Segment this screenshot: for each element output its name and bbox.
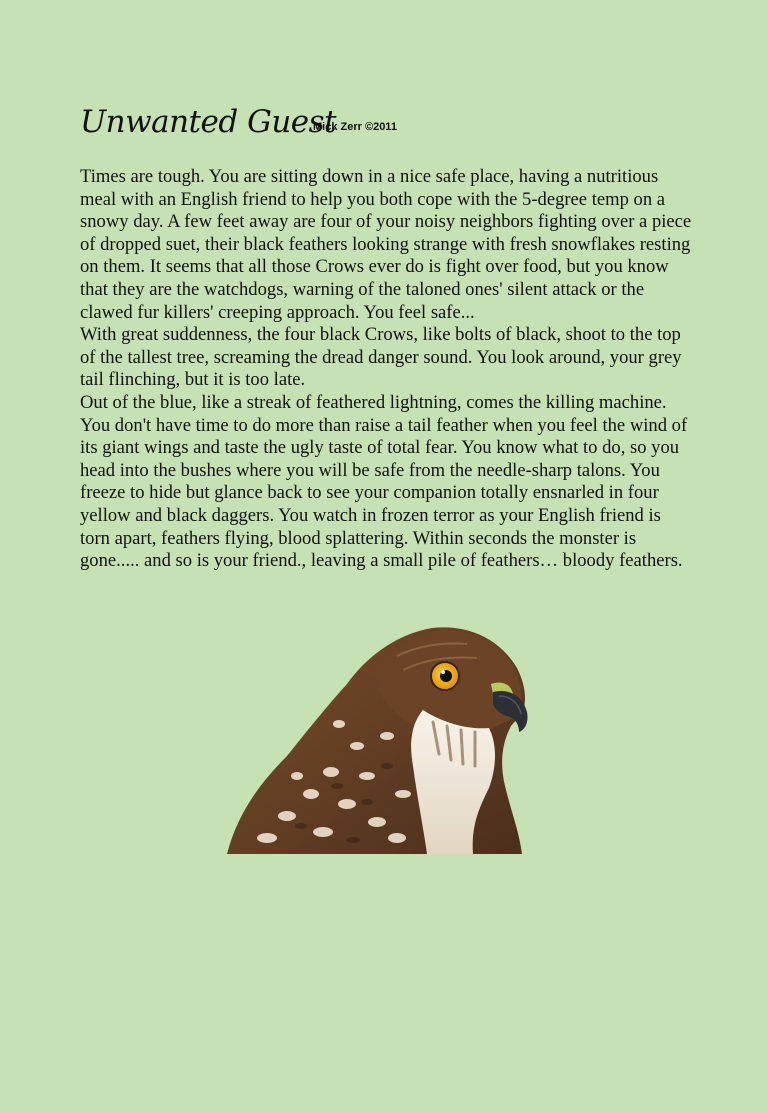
page-title: Unwanted Guest bbox=[80, 104, 337, 140]
story-text bbox=[80, 166, 695, 573]
author-byline: Mick Zerr ©2011 bbox=[313, 121, 397, 133]
story-paragraph: Times are tough. You are sitting down in a nice safe place, having a nutritious meal with an English friend to help you both cope with the 5-degree temp on a snowy day. A few feet away are four of your noisy neighbors fighting over a piece of dropped suet, their black feathers looking strange with fresh snowflakes resting on them. It seems that all those Crows ever do is fight over food, but you know that they are the watchdogs, warning of the taloned ones' silent attack or the clawed fur killers' creeping approach. You feel safe... bbox=[80, 166, 692, 323]
story-paragraph: Out of the blue, like a streak of feathered lightning, comes the killing machine. You don't have time to do more than raise a tail feather when you feel the wind of its giant wings and taste the ugly taste of total fear. You know what to do, so you head into the bushes where you will be safe from the needle-sharp talons. You freeze to hide but glance back to see your companion totally ensnarled in four yellow and black daggers. You watch in frozen terror as your English friend is torn apart, feathers flying, blood splattering. Within seconds the monster is gone..... and so is your friend., leaving a small pile of feathers… bloody feathers. bbox=[80, 391, 688, 572]
hawk-head-illustration bbox=[227, 626, 529, 854]
story-paragraph: With great suddenness, the four black Crows, like bolts of black, shoot to the top of the tallest tree, screaming the dread danger sound. You look around, your grey tail flinching, but it is too late. bbox=[80, 324, 682, 391]
